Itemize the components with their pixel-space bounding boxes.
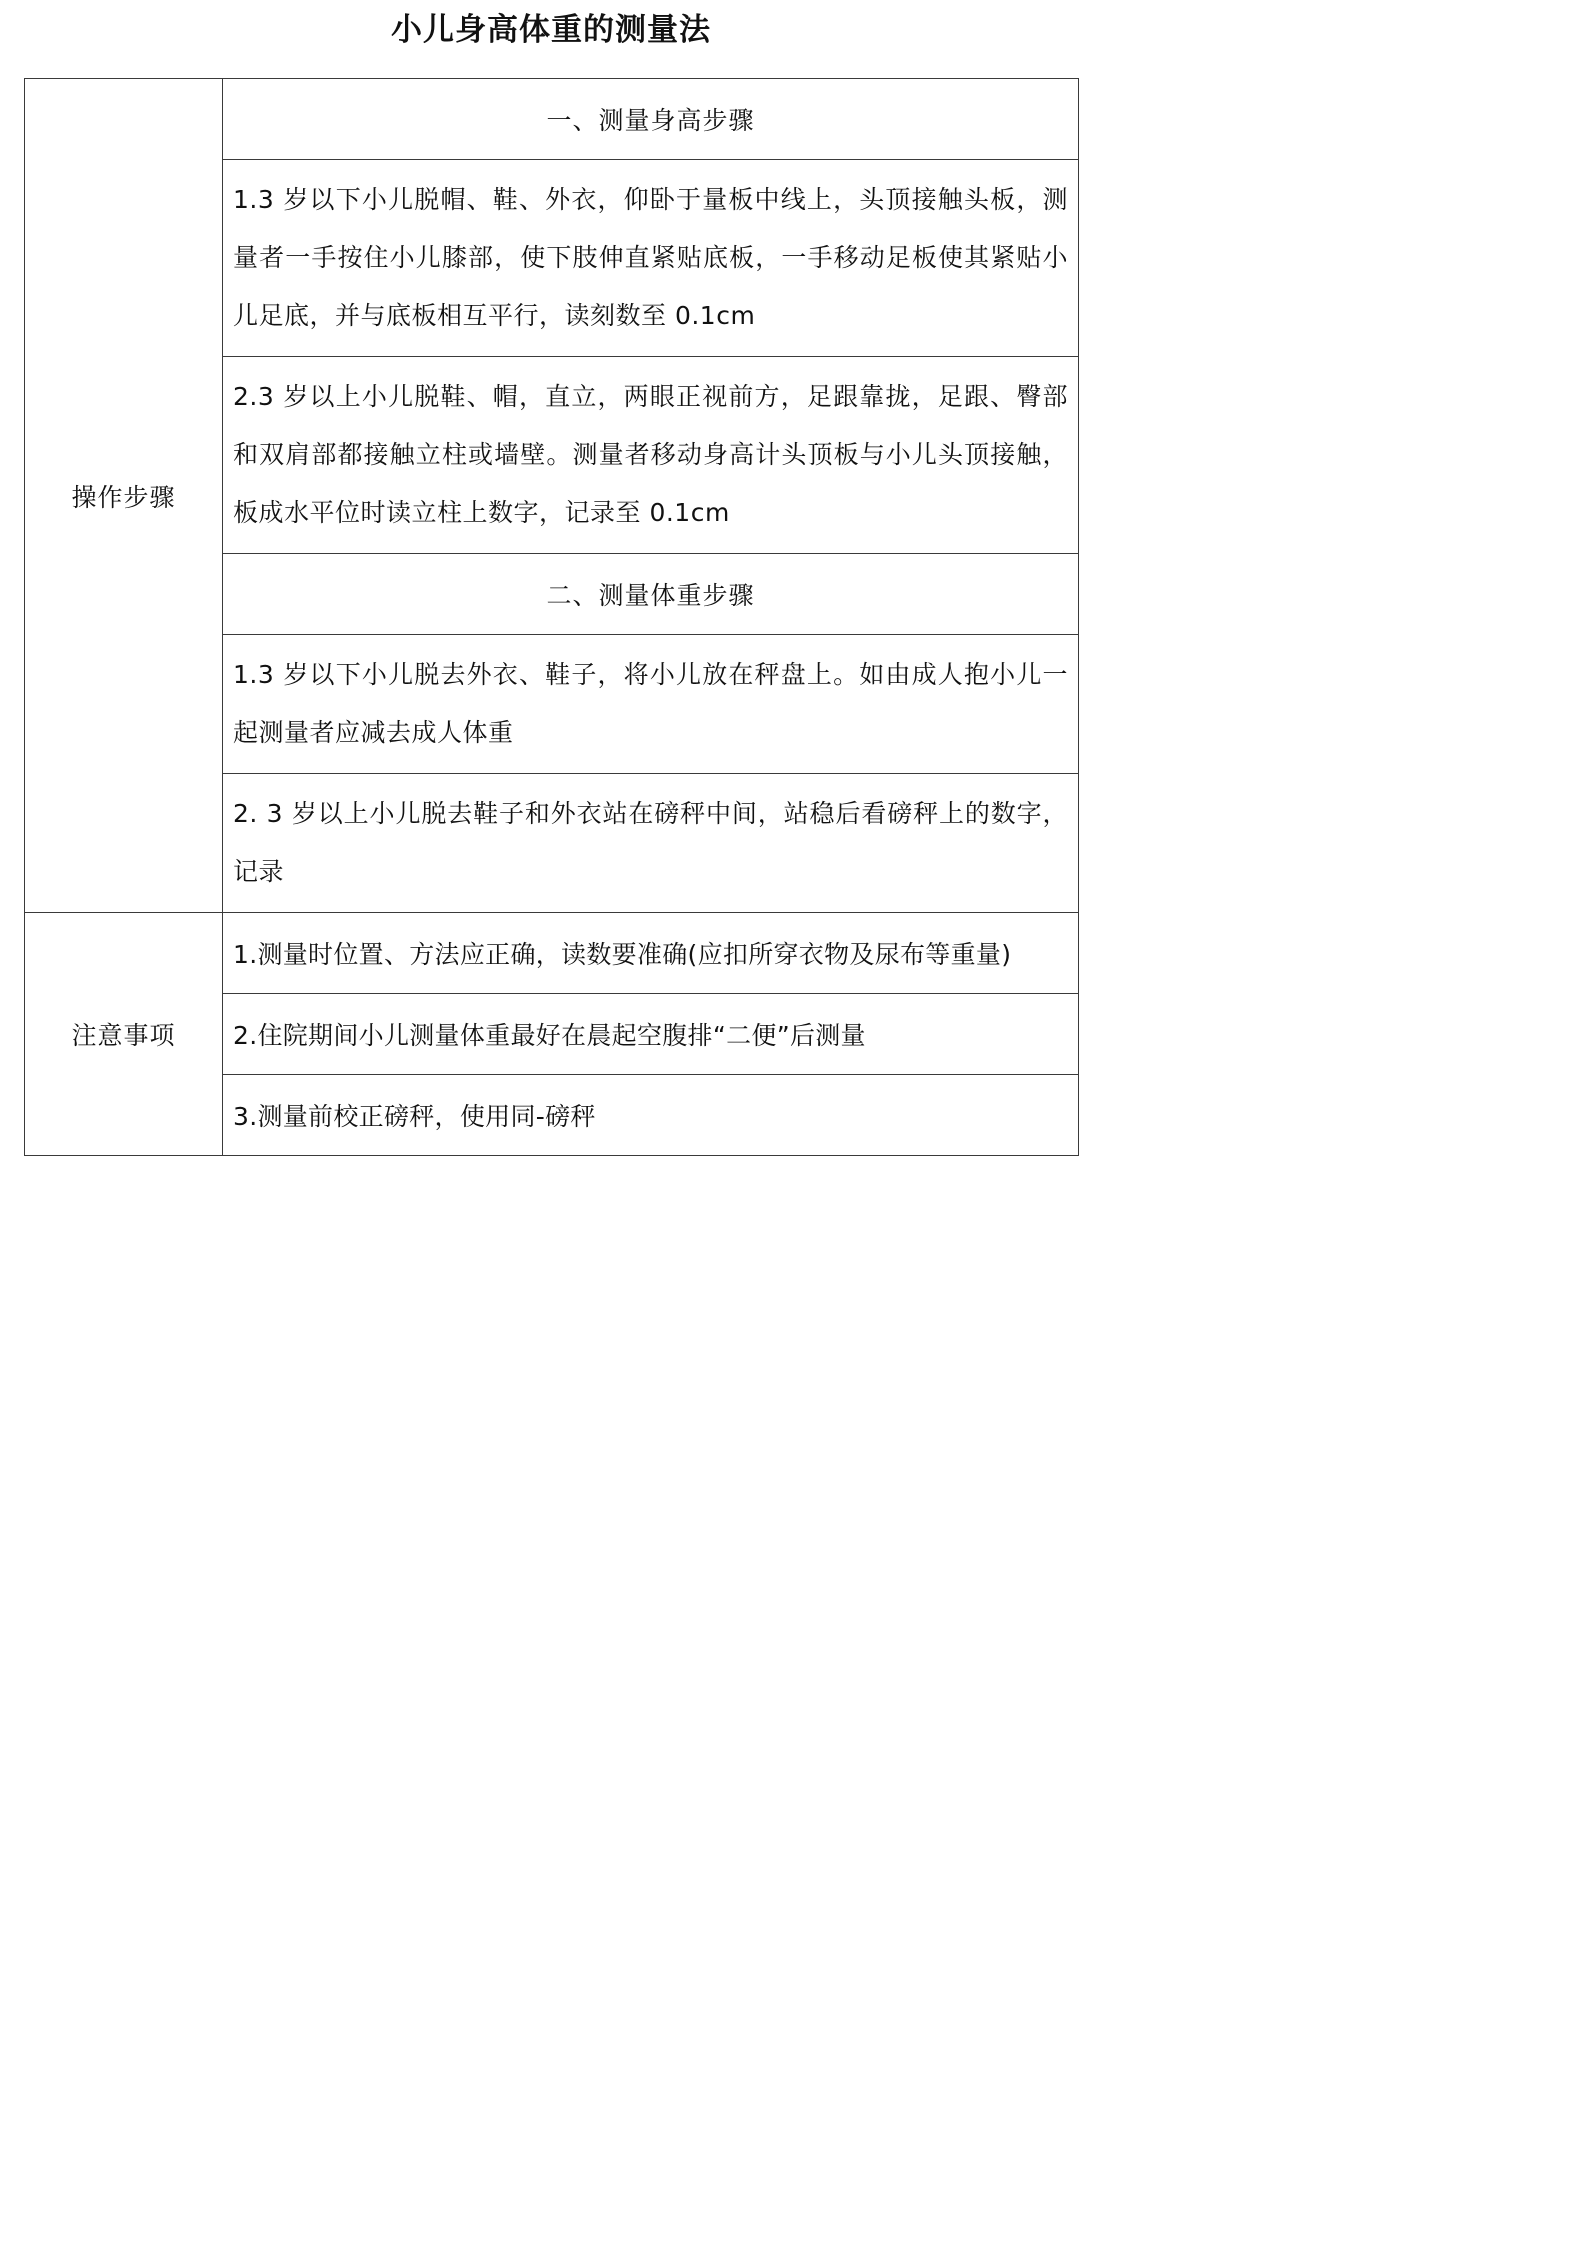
weight-step-2: 2. 3 岁以上小儿脱去鞋子和外衣站在磅秤中间，站稳后看磅秤上的数字，记录 <box>223 774 1079 913</box>
weight-section-heading: 二、测量体重步骤 <box>223 554 1079 635</box>
weight-step-1: 1.3 岁以下小儿脱去外衣、鞋子，将小儿放在秤盘上。如由成人抱小儿一起测量者应减去成人体重 <box>223 635 1079 774</box>
height-step-2: 2.3 岁以上小儿脱鞋、帽，直立，两眼正视前方，足跟靠拢，足跟、臀部和双肩部都接触立柱或墙壁。测量者移动身高计头顶板与小儿头顶接触，板成水平位时读立柱上数字，记录至 0.1cm <box>223 357 1079 554</box>
note-1: 1.测量时位置、方法应正确，读数要准确(应扣所穿衣物及尿布等重量) <box>223 913 1079 994</box>
page-title: 小儿身高体重的测量法 <box>391 12 711 48</box>
note-3: 3.测量前校正磅秤，使用同-磅秤 <box>223 1075 1079 1156</box>
measurement-table <box>24 78 1079 1156</box>
notes-label: 注意事项 <box>25 913 223 1156</box>
height-step-1: 1.3 岁以下小儿脱帽、鞋、外衣，仰卧于量板中线上，头顶接触头板，测量者一手按住小儿膝部，使下肢伸直紧贴底板，一手移动足板使其紧贴小儿足底，并与底板相互平行，读刻数至 0.1cm <box>223 160 1079 357</box>
table-row <box>25 79 1079 160</box>
height-section-heading: 一、测量身高步骤 <box>223 79 1079 160</box>
note-2: 2.住院期间小儿测量体重最好在晨起空腹排“二便”后测量 <box>223 994 1079 1075</box>
procedure-label: 操作步骤 <box>25 79 223 913</box>
table-row <box>25 913 1079 994</box>
